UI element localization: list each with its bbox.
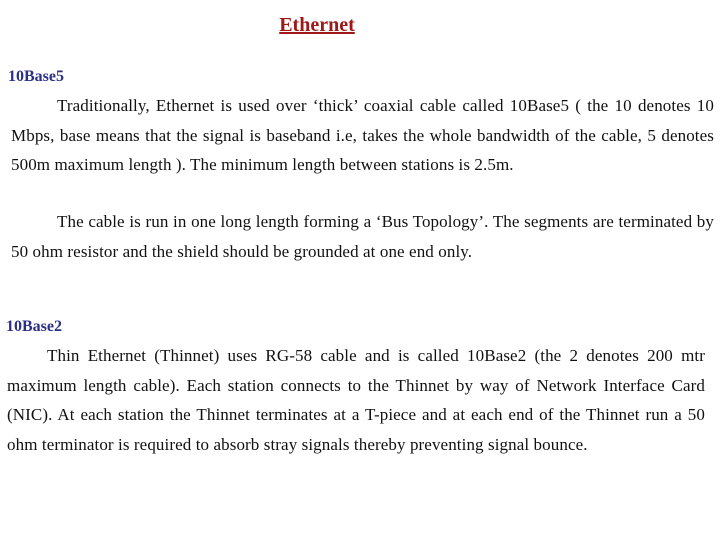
page-title: Ethernet: [279, 14, 355, 36]
paragraph-10base2-thinnet: Thin Ethernet (Thinnet) uses RG-58 cable and is called 10Base2 (the 2 denotes 200 mtr maximum length cable). Each station connects to the Thinnet by way of Network Interface Card (NIC). At each station the Thinnet terminates at a T-piece and at each end of the Thinnet run a 50 ohm terminator is required to absorb stray signals thereby preventing signal bounce.: [7, 346, 705, 454]
paragraph-10base5-intro: Traditionally, Ethernet is used over ‘thick’ coaxial cable called 10Base5 ( the 10 denotes 10 Mbps, base means that the signal is baseband i.e, takes the whole bandwidth of the cable, 5 denotes 500m maximum length ). The minimum length between stations is 2.5m.: [11, 96, 714, 174]
paragraph-10base5-topology: The cable is run in one long length forming a ‘Bus Topology’. The segments are terminated by 50 ohm resistor and the shield should be grounded at one end only.: [11, 212, 714, 261]
section-heading-10base5: 10Base5: [8, 68, 64, 85]
section-heading-10base2: 10Base2: [6, 318, 62, 335]
